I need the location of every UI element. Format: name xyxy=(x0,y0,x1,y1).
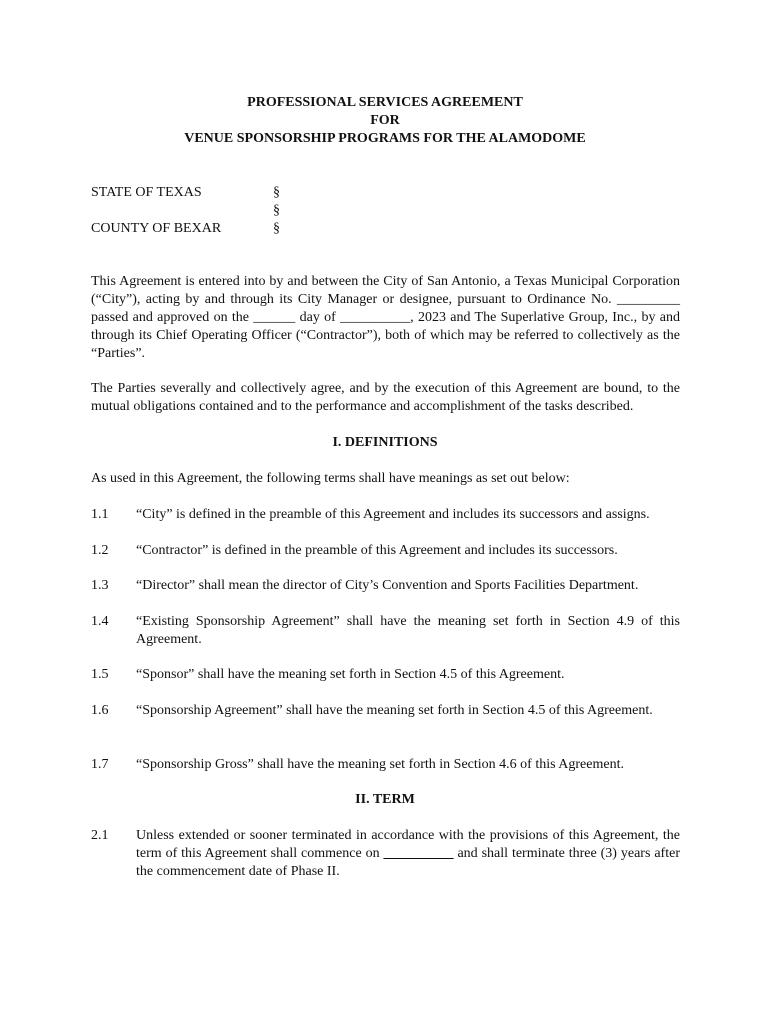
definition-item xyxy=(91,542,680,560)
item-text: “Existing Sponsorship Agreement” shall have the meaning set forth in Section 4.9 of this Agreement. xyxy=(136,614,680,647)
item-text: “Sponsorship Agreement” shall have the meaning set forth in Section 4.5 of this Agreement. xyxy=(136,703,653,718)
item-text xyxy=(136,827,680,881)
item-number: 1.3 xyxy=(91,578,109,593)
definition-item xyxy=(91,756,680,774)
preamble-paragraph: This Agreement is entered into by and between the City of San Antonio, a Texas Municipal Corporation (“City”), acting by and through its City Manager or designee, pursuant to Ordinance No. _________ passed and approved on the ______ day of __________, 2023 and The Superlative Group, Inc., by and through its Chief Operating Officer (“Contractor”), both of which may be referred to collectively as the “Parties”. xyxy=(91,274,680,361)
item-number: 2.1 xyxy=(91,828,109,843)
item-text: “Contractor” is defined in the preamble of this Agreement and includes its successors. xyxy=(136,543,618,558)
item-text: “Sponsorship Gross” shall have the meaning set forth in Section 4.6 of this Agreement. xyxy=(136,757,624,772)
definition-item xyxy=(91,666,680,684)
section-heading-term: II. TERM xyxy=(355,792,415,807)
item-number: 1.4 xyxy=(91,614,109,629)
definition-item xyxy=(91,613,680,649)
section-symbol: § xyxy=(273,221,280,236)
section-heading-definitions: I. DEFINITIONS xyxy=(332,435,438,450)
section-symbol: § xyxy=(273,203,280,218)
item-number: 1.2 xyxy=(91,543,109,558)
title-line-2: FOR xyxy=(370,113,400,128)
item-text: “Sponsor” shall have the meaning set forth in Section 4.5 of this Agreement. xyxy=(136,667,565,682)
document-title xyxy=(0,94,770,148)
state-label: STATE OF TEXAS xyxy=(91,185,202,200)
venue-block xyxy=(91,184,280,238)
definition-item xyxy=(91,577,680,595)
item-text: “Director” shall mean the director of City’s Convention and Sports Facilities Department. xyxy=(136,578,639,593)
county-label: COUNTY OF BEXAR xyxy=(91,221,222,236)
item-text: “City” is defined in the preamble of this Agreement and includes its successors and assigns. xyxy=(136,507,650,522)
item-number: 1.6 xyxy=(91,703,109,718)
item-number: 1.1 xyxy=(91,507,109,522)
definitions-intro: As used in this Agreement, the following terms shall have meanings as set out below: xyxy=(91,471,570,486)
title-line-3: VENUE SPONSORSHIP PROGRAMS FOR THE ALAMODOME xyxy=(184,131,586,146)
agreement-paragraph: The Parties severally and collectively agree, and by the execution of this Agreement are bound, to the mutual obligations contained and to the performance and accomplishment of the tasks described. xyxy=(91,381,680,414)
term-text-before: Unless extended or sooner terminated in accordance with the provisions of this Agreement, the term of this Agreement shall commence on xyxy=(136,828,680,861)
commencement-date-blank: __________ xyxy=(383,846,454,861)
definition-item xyxy=(91,506,680,524)
term-item xyxy=(91,827,680,881)
title-line-1: PROFESSIONAL SERVICES AGREEMENT xyxy=(247,95,523,110)
definition-item xyxy=(91,702,680,720)
section-symbol: § xyxy=(273,185,280,200)
item-number: 1.5 xyxy=(91,667,109,682)
term-text-after: and shall terminate three (3) years after the commencement date of Phase II. xyxy=(136,846,680,879)
item-number: 1.7 xyxy=(91,757,109,772)
